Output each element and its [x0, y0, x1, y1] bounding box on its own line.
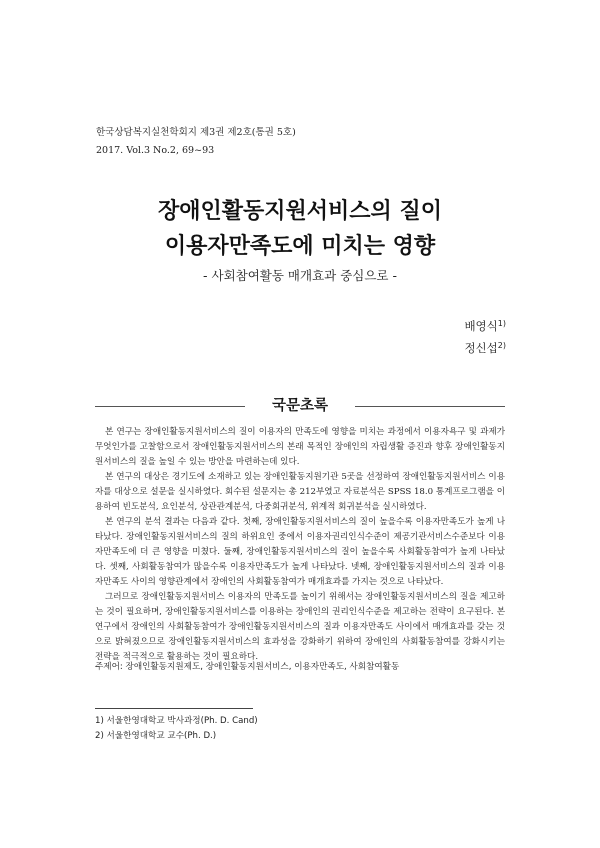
footnote-divider	[95, 708, 253, 709]
footnote-2: 2) 서울한영대학교 교수(Ph. D.)	[95, 731, 217, 741]
abstract-heading-label: 국문초록	[271, 398, 329, 414]
paper-title-line-1: 장애인활동지원서비스의 질이	[158, 199, 442, 224]
author-1	[464, 318, 506, 334]
abstract-heading	[95, 394, 505, 418]
footnote-1: 1) 서울한영대학교 박사과정(Ph. D. Cand)	[95, 716, 258, 726]
journal-info	[96, 124, 296, 160]
abstract-paragraph: 본 연구는 장애인활동지원서비스의 질이 이용자의 만족도에 영향을 미치는 과정에서 이용자욕구 및 과제가 무엇인가를 고찰함으로서 장애인활동지원서비스의 본래 목적인 장애인의 자립생활 증진과 향후 장애인활동지원서비스의 질을 높일 수 있는 방안을 마련하는데 있다.	[95, 427, 505, 467]
author-2	[464, 340, 506, 356]
abstract-paragraph: 본 연구의 대상은 경기도에 소재하고 있는 장애인활동지원기관 5곳을 선정하여 장애인활동지원서비스 이용자를 대상으로 설문을 실시하였다. 회수된 설문지는 총 212부였고 자료분석은 SPSS 18.0 통계프로그램을 이용하여 빈도분석, 요인분석, 상관관계분석, 다중회귀분석, 위계적 회귀분석을 실시하였다.	[95, 472, 505, 512]
abstract-paragraph: 본 연구의 분석 결과는 다음과 같다. 첫째, 장애인활동지원서비스의 질이 높을수록 이용자만족도가 높게 나타났다. 장애인활동지원서비스의 질의 하위요인 중에서 이용자권리인식수준이 제공기관서비스수준보다 이용자만족도에 더 큰 영향을 미쳤다. 둘째, 장애인활동지원서비스의 질이 높을수록 사회활동참여가 높게 나타났다. 셋째, 사회활동참여가 많을수록 이용자만족도가 높게 나타났다. 넷째, 장애인활동지원서비스의 질과 이용자만족도 사이의 영향관계에서 장애인의 사회활동참여가 매개효과를 가지는 것으로 나타났다.	[95, 517, 505, 587]
author-footnote-mark: 2)	[497, 341, 506, 350]
abstract-body	[95, 425, 505, 665]
paper-subtitle: - 사회참여활동 매개효과 중심으로 -	[203, 268, 397, 283]
journal-volume: 한국상담복지실천학회지 제3권 제2호(통권 5호)	[96, 127, 296, 138]
abstract-paragraph: 그러므로 장애인활동지원서비스 이용자의 만족도를 높이기 위해서는 장애인활동지원서비스의 질을 제고하는 것이 필요하며, 장애인활동지원서비스를 이용하는 장애인의 권리인식수준을 제고하는 전략이 요구된다. 본 연구에서 장애인의 사회활동참여가 장애인활동지원서비스의 질과 이용자만족도 사이에서 매개효과를 갖는 것으로 밝혀졌으므로 장애인활동지원서비스의 효과성을 강화하기 위하여 장애인의 사회활동참여를 강화시키는 전략을 적극적으로 활용하는 것이 필요하다.	[95, 592, 505, 662]
keywords: 주제어: 장애인활동지원제도, 장애인활동지원서비스, 이용자만족도, 사회참여활동	[95, 662, 400, 672]
paper-title-line-2: 이용자만족도에 미치는 영향	[164, 234, 436, 259]
journal-issue-pages: 2017. Vol.3 No.2, 69~93	[96, 145, 215, 156]
heading-rule-right	[355, 406, 505, 407]
footnotes	[95, 714, 258, 744]
author-name: 배영식	[464, 319, 498, 333]
author-footnote-mark: 1)	[497, 319, 506, 328]
author-name: 정신섭	[464, 341, 498, 355]
